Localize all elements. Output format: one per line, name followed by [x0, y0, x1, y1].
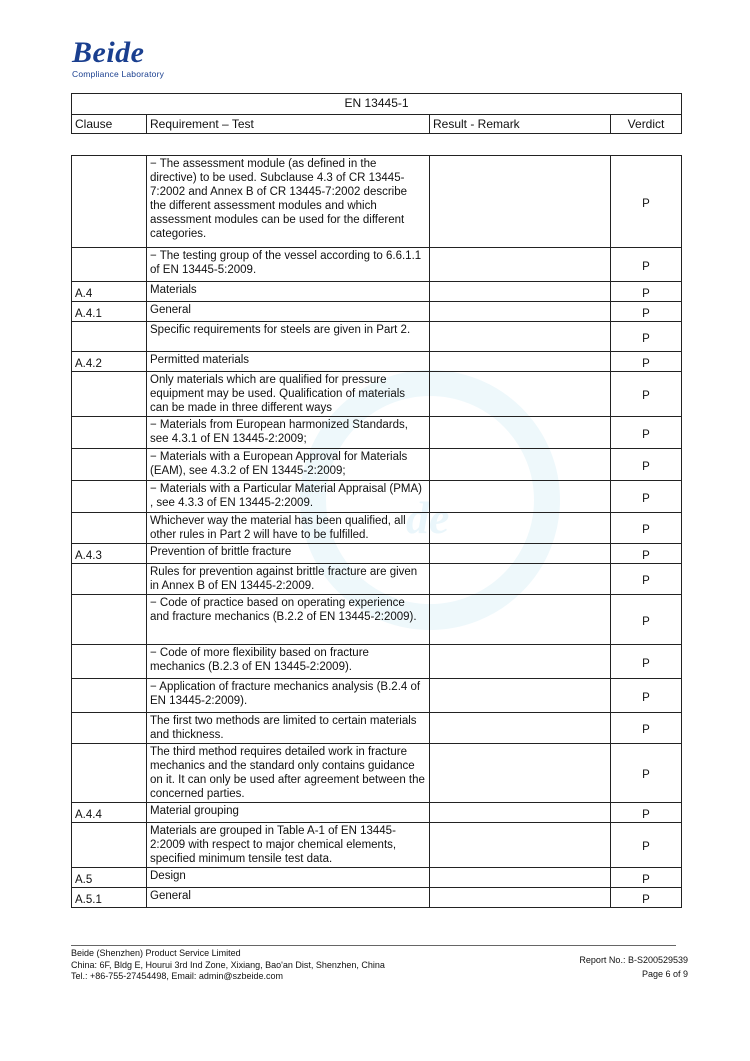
table-row: [72, 302, 682, 322]
row-requirement: The third method requires detailed work in fracture mechanics and the standard only contains guidance on it. It can only be used after agreement between the concerned parties.: [147, 744, 430, 803]
page-number: Page 6 of 9: [641, 969, 688, 979]
table-row: [72, 645, 682, 679]
row-verdict: P: [611, 744, 682, 803]
row-verdict: P: [611, 888, 682, 908]
column-header-requirement: Requirement – Test: [147, 115, 430, 134]
row-clause: [72, 248, 147, 282]
row-clause: A.5: [72, 868, 147, 888]
row-requirement: Materials are grouped in Table A-1 of EN 13445-2:2009 with respect to major chemical elements, specified minimum tensile test data.: [147, 823, 430, 868]
row-clause: [72, 679, 147, 713]
row-verdict: P: [611, 868, 682, 888]
row-result: [430, 744, 611, 803]
row-result: [430, 417, 611, 449]
row-clause: [72, 645, 147, 679]
row-result: [430, 481, 611, 513]
row-verdict: P: [611, 352, 682, 372]
row-clause: A.4.1: [72, 302, 147, 322]
table-row: [72, 564, 682, 595]
row-requirement: − Materials with a Particular Material Appraisal (PMA) , see 4.3.3 of EN 13445-2:2009.: [147, 481, 430, 513]
table-row: [72, 713, 682, 744]
table-row: [72, 595, 682, 645]
column-header-verdict: Verdict: [611, 115, 682, 134]
row-verdict: P: [611, 713, 682, 744]
row-clause: [72, 595, 147, 645]
row-verdict: P: [611, 564, 682, 595]
row-verdict: P: [611, 481, 682, 513]
row-requirement: The first two methods are limited to certain materials and thickness.: [147, 713, 430, 744]
row-verdict: P: [611, 595, 682, 645]
row-requirement: Prevention of brittle fracture: [147, 544, 430, 564]
row-result: [430, 372, 611, 417]
table-row: [72, 888, 682, 908]
row-result: [430, 823, 611, 868]
row-result: [430, 449, 611, 481]
row-result: [430, 544, 611, 564]
table-row: [72, 352, 682, 372]
row-requirement: Only materials which are qualified for pressure equipment may be used. Qualification of materials can be made in three different ways: [147, 372, 430, 417]
row-result: [430, 803, 611, 823]
table-row: [72, 481, 682, 513]
row-clause: A.4.4: [72, 803, 147, 823]
row-verdict: P: [611, 372, 682, 417]
row-requirement: Rules for prevention against brittle fracture are given in Annex B of EN 13445-2:2009.: [147, 564, 430, 595]
requirements-table-body: [72, 156, 682, 908]
column-header-clause: Clause: [72, 115, 147, 134]
row-clause: A.4.2: [72, 352, 147, 372]
row-result: [430, 595, 611, 645]
row-result: [430, 302, 611, 322]
footer-company-info: [71, 948, 385, 983]
table-row: [72, 156, 682, 248]
row-result: [430, 868, 611, 888]
row-result: [430, 282, 611, 302]
row-verdict: P: [611, 282, 682, 302]
row-clause: [72, 156, 147, 248]
table-row: [72, 544, 682, 564]
table-row: [72, 679, 682, 713]
row-verdict: P: [611, 302, 682, 322]
row-clause: [72, 481, 147, 513]
row-requirement: Permitted materials: [147, 352, 430, 372]
row-requirement: Material grouping: [147, 803, 430, 823]
table-row: [72, 449, 682, 481]
footer-address: China: 6F, Bldg E, Hourui 3rd Ind Zone, Xixiang, Bao'an Dist, Shenzhen, China: [71, 959, 385, 970]
table-row: [72, 744, 682, 803]
row-requirement: Materials: [147, 282, 430, 302]
row-clause: [72, 372, 147, 417]
table-row: [72, 417, 682, 449]
company-logo: [72, 38, 164, 79]
row-verdict: P: [611, 322, 682, 352]
row-verdict: P: [611, 513, 682, 544]
row-verdict: P: [611, 248, 682, 282]
row-verdict: P: [611, 823, 682, 868]
row-verdict: P: [611, 679, 682, 713]
row-verdict: P: [611, 449, 682, 481]
row-clause: [72, 449, 147, 481]
table-row: [72, 513, 682, 544]
row-requirement: − The testing group of the vessel according to 6.6.1.1 of EN 13445-5:2009.: [147, 248, 430, 282]
header-table: [71, 93, 682, 134]
column-header-result: Result - Remark: [430, 115, 611, 134]
table-row: [72, 322, 682, 352]
row-result: [430, 645, 611, 679]
table-row: [72, 868, 682, 888]
row-clause: A.4.3: [72, 544, 147, 564]
row-clause: [72, 322, 147, 352]
row-clause: [72, 713, 147, 744]
table-row: [72, 803, 682, 823]
row-result: [430, 713, 611, 744]
row-result: [430, 564, 611, 595]
row-clause: A.5.1: [72, 888, 147, 908]
row-requirement: − Code of more flexibility based on fracture mechanics (B.2.3 of EN 13445-2:2009).: [147, 645, 430, 679]
standard-title: EN 13445-1: [72, 94, 682, 115]
footer-contact: Tel.: +86-755-27454498, Email: admin@szbeide.com: [71, 971, 284, 981]
row-requirement: − Application of fracture mechanics analysis (B.2.4 of EN 13445-2:2009).: [147, 679, 430, 713]
row-result: [430, 322, 611, 352]
requirements-table: [71, 155, 682, 908]
row-clause: [72, 513, 147, 544]
row-verdict: P: [611, 645, 682, 679]
table-row: [72, 372, 682, 417]
row-requirement: General: [147, 888, 430, 908]
row-requirement: Design: [147, 868, 430, 888]
row-verdict: P: [611, 417, 682, 449]
table-row: [72, 248, 682, 282]
row-requirement: Specific requirements for steels are given in Part 2.: [147, 322, 430, 352]
row-requirement: − The assessment module (as defined in the directive) to be used. Subclause 4.3 of CR 13445-7:2002 and Annex B of CR 13445-7:2002 describe the different assessment modules and which assessment modules can be used for the different categories.: [147, 156, 430, 248]
row-requirement: − Materials with a European Approval for Materials (EAM), see 4.3.2 of EN 13445-2:2009;: [147, 449, 430, 481]
watermark-text: de: [406, 492, 450, 543]
logo-subtitle: Compliance Laboratory: [72, 69, 165, 79]
row-clause: [72, 823, 147, 868]
table-row: [72, 282, 682, 302]
report-number: Report No.: B-S200529539: [579, 955, 688, 965]
row-clause: [72, 744, 147, 803]
row-result: [430, 352, 611, 372]
row-verdict: P: [611, 803, 682, 823]
row-result: [430, 248, 611, 282]
row-result: [430, 679, 611, 713]
row-clause: [72, 417, 147, 449]
row-clause: [72, 564, 147, 595]
row-requirement: General: [147, 302, 430, 322]
row-verdict: P: [611, 156, 682, 248]
table-row: [72, 823, 682, 868]
row-result: [430, 513, 611, 544]
row-result: [430, 888, 611, 908]
row-result: [430, 156, 611, 248]
row-requirement: Whichever way the material has been qualified, all other rules in Part 2 will have to be fulfilled.: [147, 513, 430, 544]
row-requirement: − Materials from European harmonized Standards, see 4.3.1 of EN 13445-2:2009;: [147, 417, 430, 449]
logo-wordmark: Beide: [72, 36, 145, 69]
footer-company: Beide (Shenzhen) Product Service Limited: [71, 948, 241, 958]
row-verdict: P: [611, 544, 682, 564]
footer-divider: [71, 945, 676, 946]
footer-report-info: [520, 953, 688, 981]
row-clause: A.4: [72, 282, 147, 302]
row-requirement: − Code of practice based on operating experience and fracture mechanics (B.2.2 of EN 13445-2:2009).: [147, 595, 430, 645]
